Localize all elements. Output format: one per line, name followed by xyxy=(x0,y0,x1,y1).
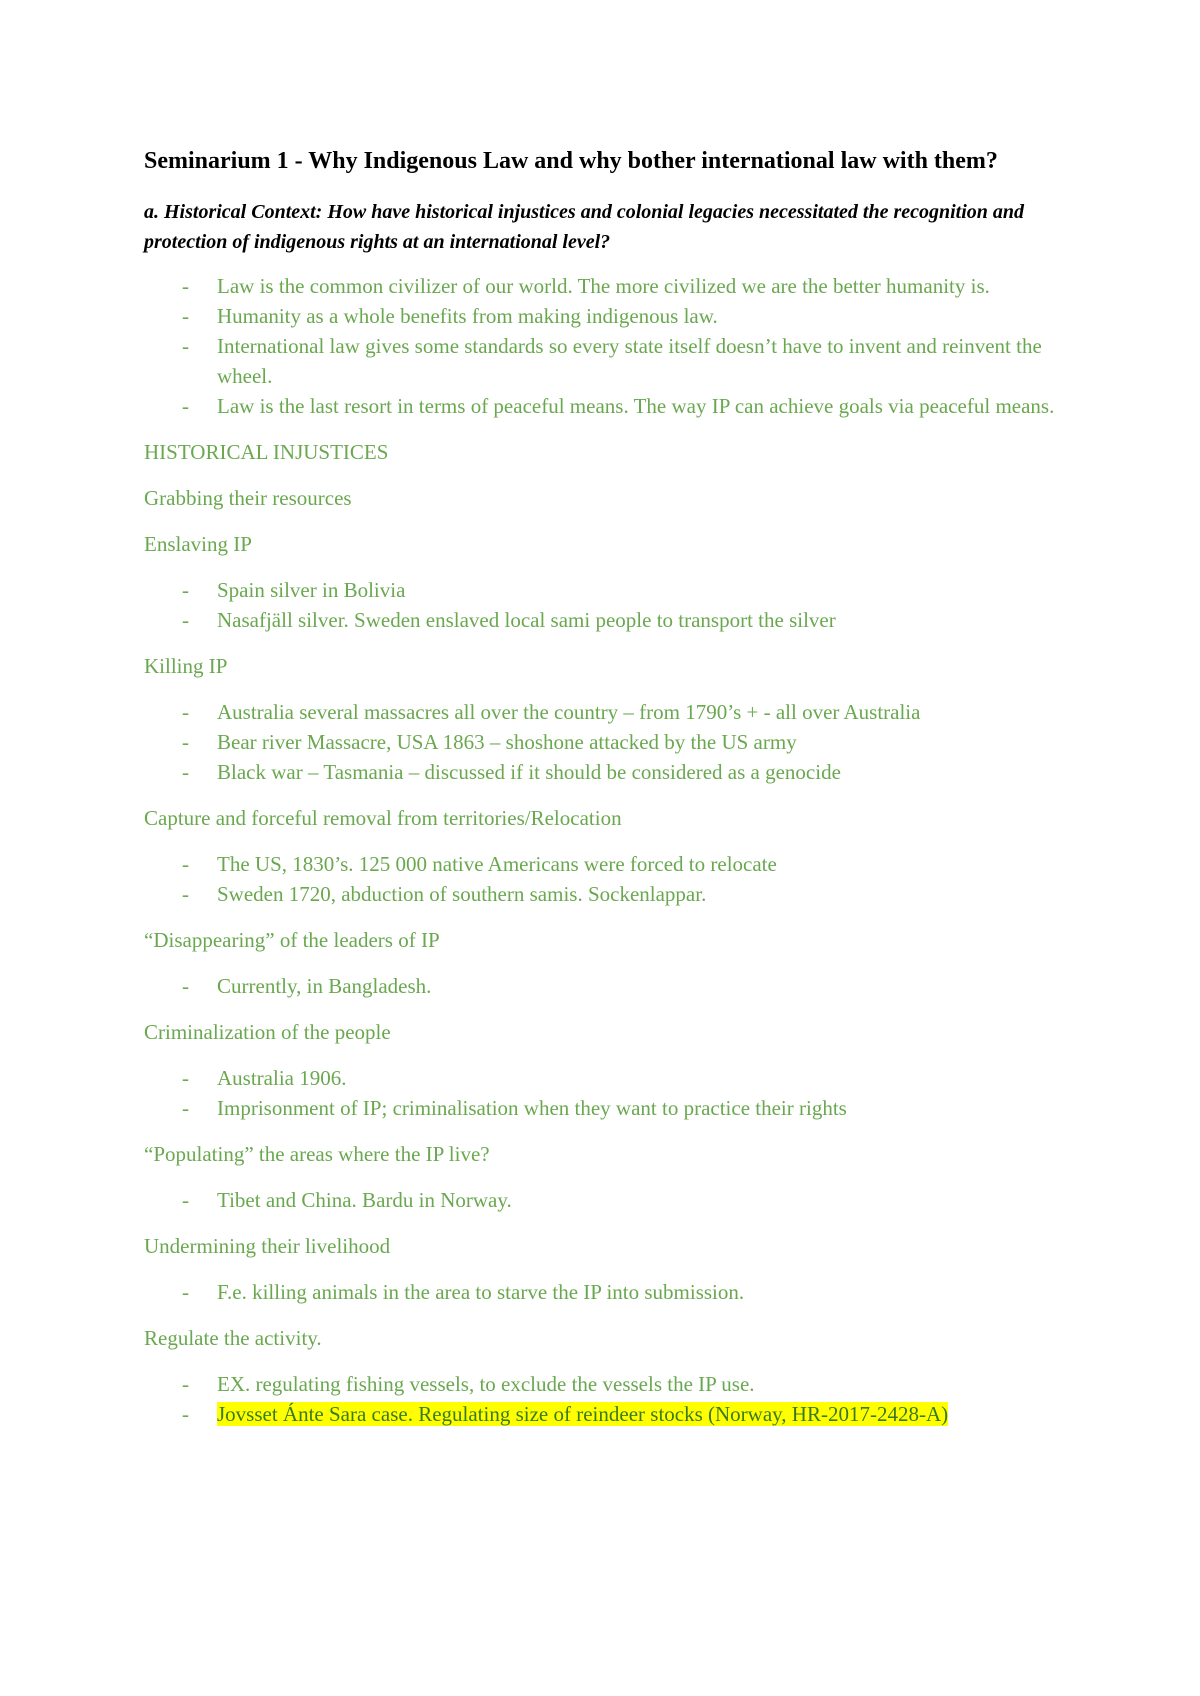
dash-marker: - xyxy=(182,974,189,998)
list-item xyxy=(144,697,1064,727)
section-heading: Criminalization of the people xyxy=(144,1020,391,1044)
list-item-text: Bear river Massacre, USA 1863 – shoshone attacked by the US army xyxy=(217,730,797,754)
list-item-text: Nasafjäll silver. Sweden enslaved local sami people to transport the silver xyxy=(217,608,836,632)
list-item-text: Humanity as a whole benefits from making indigenous law. xyxy=(217,304,718,328)
list-item-text: Spain silver in Bolivia xyxy=(217,578,406,602)
section-list xyxy=(144,1063,1064,1123)
section-list xyxy=(144,1277,1064,1307)
dash-marker: - xyxy=(182,1188,189,1212)
list-item-text: Law is the common civilizer of our world. The more civilized we are the better humanity is. xyxy=(217,274,990,298)
dash-marker: - xyxy=(182,760,189,784)
dash-marker: - xyxy=(182,304,189,328)
section-heading: Capture and forceful removal from territories/Relocation xyxy=(144,806,622,830)
list-item-text: Black war – Tasmania – discussed if it should be considered as a genocide xyxy=(217,760,841,784)
dash-marker: - xyxy=(182,700,189,724)
list-item xyxy=(144,575,1064,605)
section-list xyxy=(144,575,1064,635)
section-list xyxy=(144,1185,1064,1215)
dash-marker: - xyxy=(182,1280,189,1304)
section-list xyxy=(144,1369,1064,1429)
dash-marker: - xyxy=(182,394,189,418)
section-list xyxy=(144,697,1064,787)
dash-marker: - xyxy=(182,882,189,906)
section-heading: Grabbing their resources xyxy=(144,486,352,510)
list-item xyxy=(144,971,1064,1001)
section-heading: Enslaving IP xyxy=(144,532,252,556)
list-item xyxy=(144,849,1064,879)
list-item xyxy=(144,271,1064,301)
list-item-text: Australia 1906. xyxy=(217,1066,347,1090)
list-item xyxy=(144,757,1064,787)
section-heading: Killing IP xyxy=(144,654,228,678)
section-heading: “Disappearing” of the leaders of IP xyxy=(144,928,440,952)
list-item-text: Law is the last resort in terms of peaceful means. The way IP can achieve goals via peaceful means. xyxy=(217,394,1055,418)
dash-marker: - xyxy=(182,1066,189,1090)
list-item-text: International law gives some standards so every state itself doesn’t have to invent and reinvent the wheel. xyxy=(217,334,1042,388)
list-item-text: Sweden 1720, abduction of southern samis. Sockenlappar. xyxy=(217,882,707,906)
dash-marker: - xyxy=(182,334,189,358)
section-heading: Undermining their livelihood xyxy=(144,1234,391,1258)
list-item-text: Imprisonment of IP; criminalisation when they want to practice their rights xyxy=(217,1096,847,1120)
list-item-text: Tibet and China. Bardu in Norway. xyxy=(217,1188,512,1212)
list-item xyxy=(144,1063,1064,1093)
list-item-text: Currently, in Bangladesh. xyxy=(217,974,432,998)
dash-marker: - xyxy=(182,274,189,298)
section-heading: “Populating” the areas where the IP live? xyxy=(144,1142,490,1166)
list-item xyxy=(144,391,1064,421)
question-heading: a. Historical Context: How have historical injustices and colonial legacies necessitated the recognition and protection of indigenous rights at an international level? xyxy=(144,201,1025,253)
section-list xyxy=(144,849,1064,909)
dash-marker: - xyxy=(182,1402,189,1426)
list-item-text: EX. regulating fishing vessels, to exclude the vessels the IP use. xyxy=(217,1372,755,1396)
list-item xyxy=(144,1399,1064,1429)
dash-marker: - xyxy=(182,852,189,876)
list-item-text: Australia several massacres all over the country – from 1790’s + - all over Australia xyxy=(217,700,921,724)
list-item-text: The US, 1830’s. 125 000 native Americans were forced to relocate xyxy=(217,852,777,876)
list-item xyxy=(144,331,1064,391)
list-item xyxy=(144,1277,1064,1307)
intro-list xyxy=(144,271,1064,421)
list-item xyxy=(144,727,1064,757)
list-item-text: F.e. killing animals in the area to starve the IP into submission. xyxy=(217,1280,745,1304)
section-list xyxy=(144,971,1064,1001)
section-heading: Regulate the activity. xyxy=(144,1326,322,1350)
highlighted-text: Jovsset Ánte Sara case. Regulating size of reindeer stocks (Norway, HR-2017-2428-A) xyxy=(217,1402,949,1426)
list-item xyxy=(144,879,1064,909)
section-heading: HISTORICAL INJUSTICES xyxy=(144,440,389,464)
dash-marker: - xyxy=(182,608,189,632)
page-title: Seminarium 1 - Why Indigenous Law and why bother international law with them? xyxy=(144,148,998,174)
list-item xyxy=(144,301,1064,331)
list-item xyxy=(144,605,1064,635)
dash-marker: - xyxy=(182,578,189,602)
list-item xyxy=(144,1185,1064,1215)
dash-marker: - xyxy=(182,1096,189,1120)
dash-marker: - xyxy=(182,1372,189,1396)
list-item xyxy=(144,1369,1064,1399)
document-content xyxy=(144,144,1064,1445)
list-item xyxy=(144,1093,1064,1123)
dash-marker: - xyxy=(182,730,189,754)
